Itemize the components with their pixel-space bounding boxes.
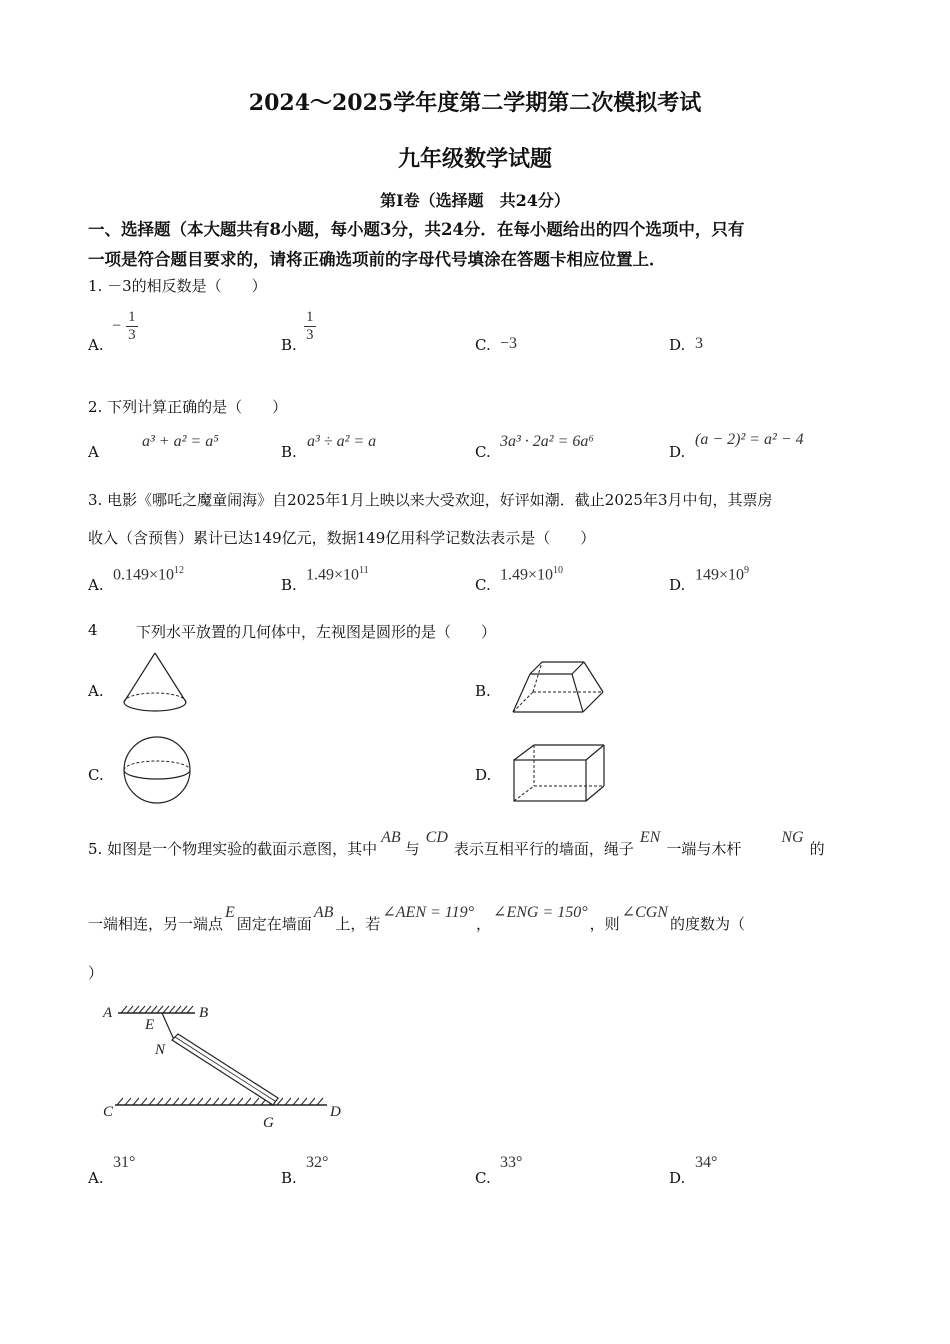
q5-text: 上，若 [335, 915, 381, 933]
q1-option-c-value: −3 [500, 335, 518, 352]
exponent: 10 [553, 565, 564, 576]
q5-text: 表示互相平行的墙面，绳子 [453, 840, 634, 858]
rod-ng [172, 1034, 278, 1105]
q3-option-b-label: B. [281, 576, 297, 594]
q1-option-d-value: 3 [695, 335, 703, 352]
q5-text: 的 [809, 840, 825, 858]
segment-ab: AB [381, 829, 401, 846]
segment-ab: AB [313, 904, 334, 921]
denominator: 3 [128, 327, 136, 343]
angle-cgn: ∠CGN [621, 904, 668, 921]
angle-aen: ∠AEN = 119° [382, 904, 475, 921]
q3-option-c-label: C. [475, 576, 491, 594]
q5-text: ， [476, 915, 492, 933]
exponent: 9 [744, 565, 750, 576]
q2-option-b-value: a³ ÷ a² = a [307, 433, 377, 450]
angle-eng: ∠ENG = 150° [493, 904, 588, 921]
question-5-stem-line1 [88, 829, 825, 859]
q5-option-b-value: 32° [306, 1154, 329, 1171]
question-1-stem: 1. －3的相反数是（ ） [88, 277, 267, 295]
section-instruction-line2: 一项是符合题目要求的，请将正确选项前的字母代号填涂在答题卡相应位置上． [88, 250, 666, 269]
base: 1.49×10 [500, 566, 554, 584]
rod-ng: NG [781, 829, 804, 846]
q1-option-b-label: B. [281, 336, 297, 354]
q5-diagram [95, 998, 355, 1138]
fraction [126, 309, 138, 344]
q1-option-d-label: D. [669, 336, 686, 354]
q2-option-a-value: a³ + a² = a⁵ [142, 433, 219, 450]
q5-text: 的度数为（ [669, 915, 745, 933]
label-c: C [103, 1104, 114, 1120]
q1-option-c-label: C. [475, 336, 491, 354]
minus-sign: − [112, 317, 122, 335]
q2-option-a-label: A [88, 443, 99, 461]
q2-option-d-label: D. [669, 443, 686, 461]
q4-option-d-label: D. [475, 766, 492, 784]
cone-figure [118, 650, 192, 716]
exponent: 12 [174, 565, 185, 576]
q2-option-b-label: B. [281, 443, 297, 461]
q4-option-c-label: C. [88, 766, 104, 784]
label-a: A [103, 1005, 113, 1021]
label-b: B [199, 1005, 209, 1021]
q5-option-a-value: 31° [113, 1154, 136, 1171]
q5-option-d-value: 34° [695, 1154, 718, 1171]
q5-option-d-label: D. [669, 1169, 686, 1187]
question-4-stem: 下列水平放置的几何体中，左视图是圆形的是（ ） [136, 623, 497, 641]
q5-text: 一端相连，另一端点 [88, 915, 224, 933]
exponent: 11 [359, 565, 369, 576]
question-4-number: 4 [88, 621, 98, 639]
exam-title: 2024～2025学年度第二学期第二次模拟考试 [248, 90, 702, 116]
q3-option-a-label: A. [88, 576, 104, 594]
cuboid-figure [512, 742, 608, 804]
q4-option-a-label: A. [88, 682, 104, 700]
question-5-stem-line2 [88, 904, 745, 934]
wall-cd-hatching [117, 1098, 323, 1105]
base: 0.149×10 [113, 566, 175, 584]
label-n: N [155, 1042, 166, 1058]
label-g: G [263, 1115, 274, 1131]
q3-option-d-value [695, 565, 749, 584]
point-e: E [225, 904, 235, 921]
question-3-stem-line2: 收入（含预售）累计已达149亿元，数据149亿用科学记数法表示是（ ） [88, 529, 596, 547]
rope-en: EN [639, 829, 661, 846]
q5-text: ，则 [589, 915, 620, 933]
q3-option-c-value [500, 565, 563, 584]
frustum-figure [510, 657, 606, 717]
q5-option-a-label: A. [88, 1169, 104, 1187]
question-3-stem-line1: 3. 电影《哪吒之魔童闹海》自2025年1月上映以来大受欢迎，好评如潮．截止2025年3月中旬，其票房 [88, 491, 773, 509]
label-d: D [330, 1104, 341, 1120]
q5-text: 一端与木杆 [666, 840, 742, 858]
question-5-stem-line3: ） [88, 964, 104, 982]
base: 1.49×10 [306, 566, 360, 584]
sphere-figure [120, 735, 194, 805]
wall-ab-hatching [121, 1006, 193, 1013]
numerator: 1 [306, 309, 314, 325]
q5-option-c-label: C. [475, 1169, 491, 1187]
section-instruction-line1: 一、选择题（本大题共有8小题，每小题3分，共24分．在每小题给出的四个选项中，只有 [88, 220, 745, 239]
label-e: E [145, 1017, 155, 1033]
base: 149×10 [695, 566, 745, 584]
q5-text: 5. 如图是一个物理实验的截面示意图，其中 [88, 840, 378, 858]
denominator: 3 [306, 327, 314, 343]
q1-option-a-label: A. [88, 336, 104, 354]
q3-option-d-label: D. [669, 576, 686, 594]
q3-option-a-value [113, 565, 184, 584]
q1-option-a-value [112, 309, 138, 344]
question-2-stem: 2. 下列计算正确的是（ ） [88, 398, 288, 416]
subject-title: 九年级数学试题 [397, 146, 552, 172]
q5-text: 与 [404, 840, 420, 858]
q3-option-b-value [306, 565, 369, 584]
q2-option-c-label: C. [475, 443, 491, 461]
numerator: 1 [128, 309, 136, 325]
segment-cd: CD [425, 829, 448, 846]
q2-option-c-value: 3a³ · 2a² = 6a⁶ [500, 433, 594, 450]
part-heading: 第Ⅰ卷（选择题 共24分） [380, 191, 570, 210]
q5-option-c-value: 33° [500, 1154, 523, 1171]
q5-text: 固定在墙面 [236, 915, 312, 933]
fraction [304, 309, 316, 344]
q1-option-b-value [304, 309, 316, 344]
q5-option-b-label: B. [281, 1169, 297, 1187]
q2-option-d-value: (a − 2)² = a² − 4 [695, 431, 804, 448]
rope-en [162, 1013, 175, 1042]
q4-option-b-label: B. [475, 682, 491, 700]
